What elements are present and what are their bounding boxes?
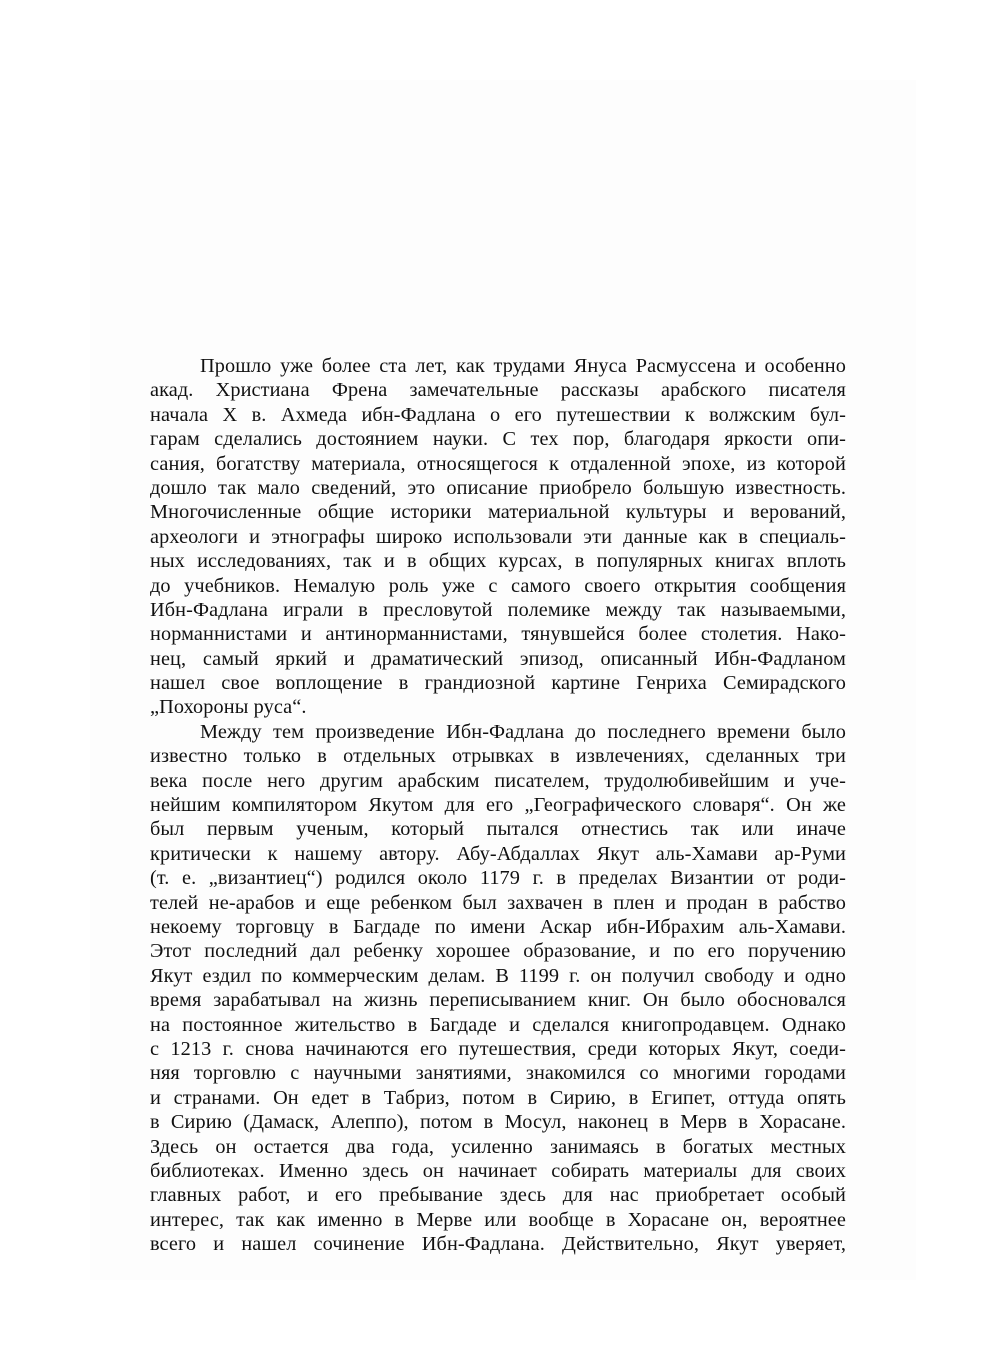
text-line: в Сирию (Дамаск, Алеппо), потом в Мосул, наконец в Мерв в Хорасане. — [150, 1111, 846, 1134]
text-line: Здесь он остается два года, усиленно занимаясь в богатых местных — [150, 1135, 846, 1158]
text-line: некоему торговцу в Багдаде по имени Аскар ибн-Ибрахим аль-Хамави. — [150, 915, 846, 938]
text-line: критически к нашему автору. Абу-Абдаллах Якут аль-Хамави ар-Руми — [150, 842, 846, 865]
text-line: всего и нашел сочинение Ибн-Фадлана. Действительно, Якут уверяет, — [150, 1233, 846, 1256]
text-line: Между тем произведение Ибн-Фадлана до последнего времени было — [200, 720, 846, 743]
text-line: (т. е. „византиец“) родился около 1179 г. в пределах Византии от роди- — [150, 867, 846, 890]
text-line: археологи и этнографы широко использовали эти данные как в специаль- — [150, 525, 846, 548]
text-line: Прошло уже более ста лет, как трудами Януса Расмуссена и особенно — [200, 355, 846, 377]
text-line: гарам сделались достоянием науки. С тех пор, благодаря яркости опи- — [150, 428, 846, 451]
text-line: сания, богатству материала, относящегося к отдаленной эпохе, из которой — [150, 452, 846, 475]
text-line: известно только в отдельных отрывках в извлечениях, сделанных три — [150, 745, 846, 768]
text-line: века после него другим арабским писателем, трудолюбивейшим и уче- — [150, 769, 846, 792]
text-line: интерес, так как именно в Мерве или вообще в Хорасане он, вероятнее — [150, 1208, 846, 1231]
text-line: начала X в. Ахмеда ибн-Фадлана о его путешествии к волжским бул- — [150, 403, 846, 426]
paragraph-1 — [150, 354, 846, 720]
text-line: няя торговлю с научными занятиями, знакомился со многими городами — [150, 1062, 846, 1085]
text-line: главных работ, и его пребывание здесь для нас приобретает особый — [150, 1184, 846, 1207]
text-line: нец, самый яркий и драматический эпизод, описанный Ибн-Фадланом — [150, 647, 846, 670]
text-line: и странами. Он едет в Табриз, потом в Сирию, в Египет, оттуда опять — [150, 1086, 846, 1109]
text-line: время зарабатывал на жизнь переписыванием книг. Он было обосновался — [150, 989, 846, 1012]
text-line: акад. Христиана Френа замечательные рассказы арабского писателя — [150, 379, 846, 402]
text-line: „Похороны руса“. — [150, 696, 307, 719]
text-line: на постоянное жительство в Багдаде и сделался книгопродавцем. Однако — [150, 1013, 846, 1036]
text-line: Ибн-Фадлана играли в пресловутой полемике между так называемыми, — [150, 598, 846, 621]
text-line: ных исследованиях, так и в общих курсах, в популярных книгах вплоть — [150, 550, 846, 573]
text-line: нейшим компилятором Якутом для его „Географического словаря“. Он же — [150, 794, 846, 817]
text-line: нашел свое воплощение в грандиозной картине Генриха Семирадского — [150, 672, 846, 695]
text-line: библиотеках. Именно здесь он начинает собирать материалы для своих — [150, 1159, 846, 1182]
text-line: Якут ездил по коммерческим делам. В 1199 г. он получил свободу и одно — [150, 964, 846, 987]
text-line: Этот последний дал ребенку хорошее образование, и по его поручению — [150, 940, 846, 963]
text-line: норманнистами и антинорманнистами, тянувшейся более столетия. Нако- — [150, 623, 846, 646]
text-line: до учебников. Немалую роль уже с самого своего открытия сообщения — [150, 574, 846, 597]
book-text — [150, 354, 846, 1256]
text-line: с 1213 г. снова начинаются его путешествия, среди которых Якут, соеди- — [150, 1037, 846, 1060]
text-line: Многочисленные общие историки материальной культуры и верований, — [150, 501, 846, 524]
paragraph-2 — [150, 720, 846, 1257]
text-line: был первым ученым, который пытался отнестись так или иначе — [150, 818, 846, 841]
text-line: дошло так мало сведений, это описание приобрело большую известность. — [150, 476, 846, 499]
text-line: телей не-арабов и еще ребенком был захвачен в плен и продан в рабство — [150, 891, 846, 914]
